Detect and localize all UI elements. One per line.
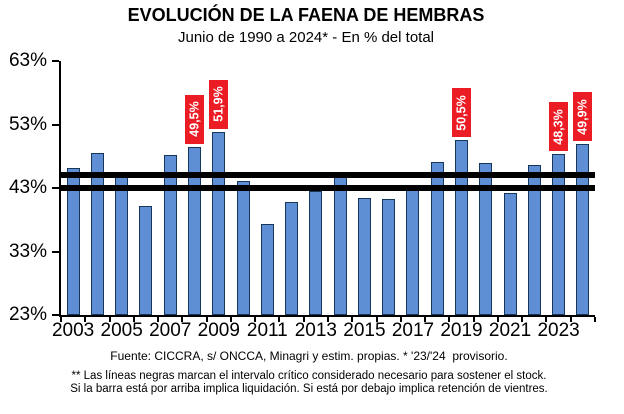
chart-title: EVOLUCIÓN DE LA FAENA DE HEMBRAS: [127, 5, 485, 25]
x-axis-tick-label: 2011: [246, 320, 288, 341]
bar-2019: [455, 140, 468, 315]
chart-subtitle: Junio de 1990 a 2024* - En % del total: [177, 29, 435, 46]
y-axis-tick: [52, 124, 59, 126]
x-axis-tick-label: 2009: [197, 320, 240, 341]
footnote-block: [0, 370, 618, 396]
data-label-2009: [209, 80, 228, 129]
x-axis-tick-label: 2003: [51, 320, 95, 341]
y-axis-tick: [52, 187, 59, 189]
bar-2023: [552, 154, 565, 315]
y-axis-tick-label: 43%: [8, 177, 47, 198]
x-axis-tick-label: 2023: [537, 320, 580, 341]
data-label-text: 50,5%: [454, 95, 469, 131]
bar-2014: [334, 177, 347, 315]
x-axis-tick: [594, 317, 596, 322]
footnote-line-1: ** Las líneas negras marcan el intervalo crítico considerado necesario para sostener el stock.: [71, 370, 547, 382]
data-label-text: 49,5%: [187, 101, 202, 137]
bar-2012: [285, 202, 298, 315]
x-axis-tick-label: 2015: [343, 320, 386, 341]
bar-2007: [164, 155, 177, 315]
data-label-2024: [573, 92, 592, 141]
x-axis-tick-label: 2019: [440, 320, 483, 341]
y-axis-tick-label: 23%: [8, 304, 47, 325]
data-label-text: 49,9%: [575, 98, 590, 135]
y-axis-tick-label: 33%: [8, 240, 47, 262]
data-label-text: 51,9%: [211, 86, 226, 122]
data-label-text: 48,3%: [551, 109, 566, 145]
chart-header: [0, 5, 612, 46]
bar-2015: [358, 198, 371, 315]
y-axis-tick-label: 63%: [8, 50, 47, 71]
bar-2009: [212, 132, 225, 316]
bar-2016: [382, 199, 395, 315]
bar-2021: [504, 193, 517, 315]
data-label-2008: [185, 95, 204, 144]
bar-2024: [576, 144, 589, 315]
critical-band-lower-line: [61, 185, 595, 191]
x-axis-tick-label: 2005: [100, 320, 143, 341]
x-axis-tick-label: 2017: [391, 320, 435, 341]
y-axis-tick-label: 53%: [8, 113, 47, 135]
bar-2017: [406, 188, 419, 315]
plot-area: [8, 50, 595, 341]
source-note: Fuente: CICCRA, s/ ONCCA, Minagri y estim. propias. * '23/'24 provisorio.: [110, 349, 508, 363]
x-axis-tick-label: 2021: [488, 320, 532, 341]
y-axis-tick: [52, 60, 59, 62]
x-axis-tick-label: 2007: [149, 320, 192, 341]
y-axis-tick: [52, 314, 59, 316]
bar-2011: [261, 224, 274, 315]
critical-band-upper-line: [61, 172, 595, 178]
x-axis-tick-label: 2013: [294, 320, 337, 341]
footnote-line-2: Si la barra está por arriba implica liquidación. Si está por debajo implica retención de vientres.: [70, 383, 548, 395]
y-axis-tick: [52, 251, 59, 253]
bar-2010: [237, 181, 250, 315]
bar-2013: [309, 191, 322, 315]
bar-2005: [115, 176, 128, 315]
bar-2006: [139, 206, 152, 315]
data-label-2023: [549, 102, 568, 151]
data-label-2019: [452, 88, 471, 137]
